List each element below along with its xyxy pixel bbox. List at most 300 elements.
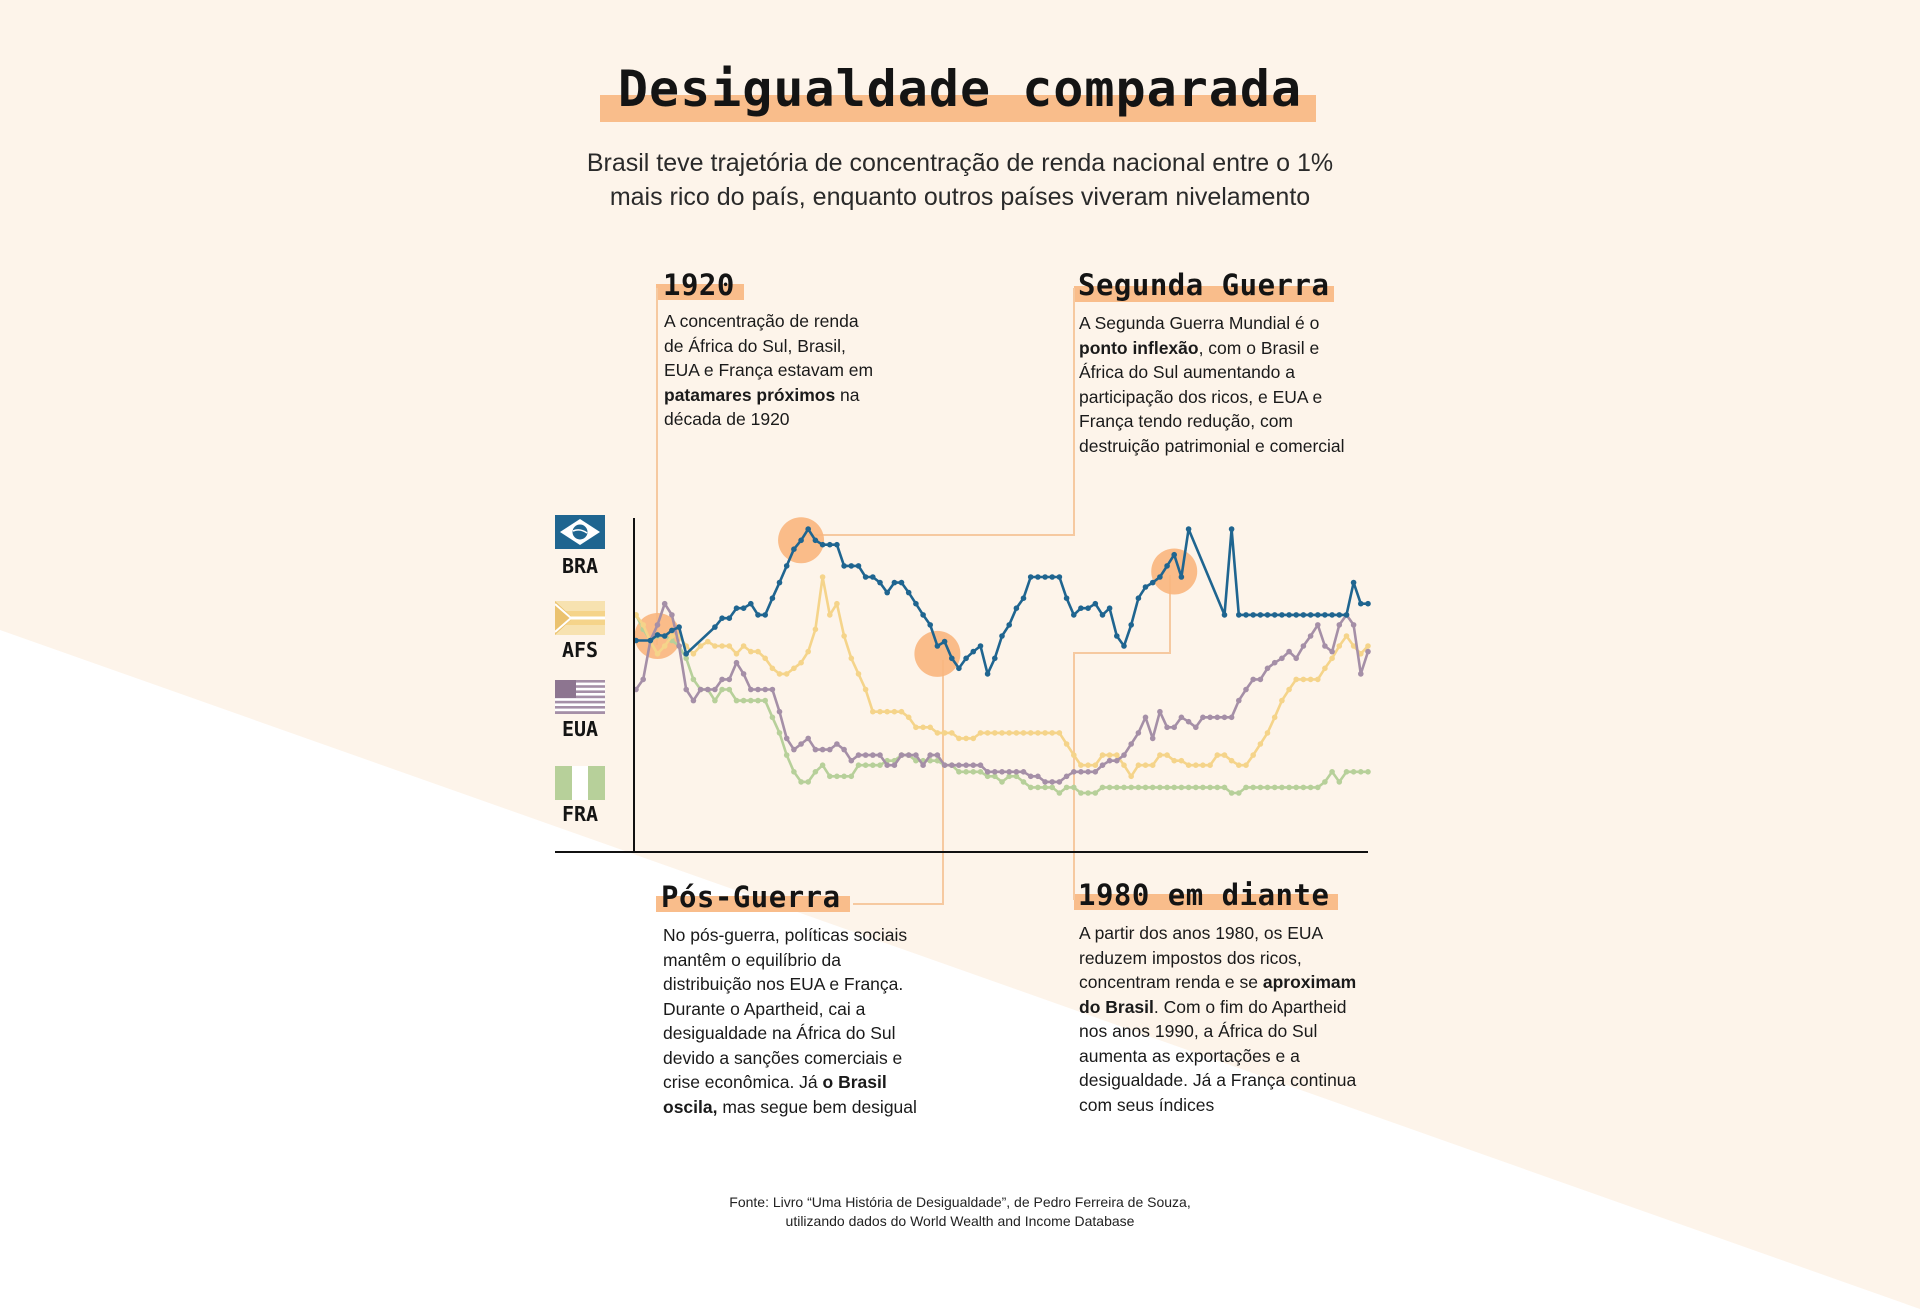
point-bra — [1121, 643, 1127, 649]
point-afs — [1150, 762, 1156, 768]
point-fra — [691, 677, 697, 683]
point-eua — [992, 769, 998, 775]
point-afs — [791, 666, 797, 672]
point-eua — [669, 612, 675, 618]
annotation-pos-line: desigualdade na África do Sul — [663, 1023, 896, 1043]
point-bra — [1157, 574, 1163, 580]
point-afs — [999, 730, 1005, 736]
point-afs — [1193, 762, 1199, 768]
point-bra — [892, 580, 898, 586]
point-fra — [770, 715, 776, 721]
point-afs — [741, 643, 747, 649]
point-fra — [1301, 785, 1307, 791]
annotation-1920-line: EUA e França estavam em — [664, 360, 874, 380]
annotation-1980-line: reduzem impostos dos ricos, — [1079, 947, 1302, 968]
point-eua — [777, 709, 783, 715]
point-fra — [863, 762, 869, 768]
connector-segunda-guerra — [808, 288, 1074, 535]
point-fra — [870, 762, 876, 768]
point-afs — [777, 671, 783, 677]
point-afs — [1006, 730, 1012, 736]
point-fra — [1128, 785, 1134, 791]
point-afs — [1250, 752, 1256, 758]
point-afs — [1114, 752, 1120, 758]
annotation-1920-bold: patamares próximos — [664, 384, 836, 405]
point-bra — [1021, 595, 1027, 601]
point-eua — [1042, 779, 1048, 785]
point-bra — [784, 563, 790, 569]
point-fra — [1315, 785, 1321, 791]
point-bra — [999, 633, 1005, 639]
point-afs — [1021, 730, 1027, 736]
point-eua — [1028, 774, 1034, 780]
point-eua — [755, 687, 761, 693]
annotation-pos-line: No pós-guerra, políticas sociais — [663, 925, 908, 945]
point-fra — [1250, 785, 1256, 791]
point-fra — [1021, 779, 1027, 785]
point-bra — [1279, 612, 1285, 618]
point-bra — [676, 624, 682, 630]
point-afs — [770, 666, 776, 672]
point-fra — [1064, 785, 1070, 791]
point-eua — [1136, 730, 1142, 736]
point-bra — [856, 563, 862, 569]
point-bra — [1272, 612, 1278, 618]
point-bra — [1243, 612, 1249, 618]
point-bra — [1064, 595, 1070, 601]
annotation-guerra-line: África do Sul aumentando a — [1079, 362, 1295, 382]
point-bra — [1014, 605, 1020, 611]
point-bra — [1322, 612, 1328, 618]
point-bra — [805, 526, 811, 532]
point-bra — [1171, 552, 1177, 558]
annotation-guerra-line: A Segunda Guerra Mundial é o — [1079, 313, 1320, 333]
point-eua — [1014, 769, 1020, 775]
point-eua — [1164, 725, 1170, 731]
point-bra — [1365, 601, 1371, 607]
point-bra — [655, 632, 661, 638]
point-eua — [1293, 656, 1299, 662]
point-bra — [956, 666, 962, 672]
point-bra — [727, 615, 733, 621]
point-bra — [1308, 612, 1314, 618]
point-eua — [727, 677, 733, 683]
point-eua — [719, 677, 725, 683]
point-fra — [827, 774, 833, 780]
point-afs — [805, 649, 811, 655]
point-fra — [1057, 790, 1063, 796]
point-bra — [820, 542, 826, 548]
annotation-1920-line: de África do Sul, Brasil, — [664, 335, 846, 356]
point-afs — [1157, 752, 1163, 758]
point-afs — [1200, 762, 1206, 768]
point-fra — [1222, 785, 1228, 791]
annotation-1920-heading: 1920 — [663, 268, 735, 302]
point-afs — [1014, 730, 1020, 736]
point-bra — [1236, 612, 1242, 618]
point-eua — [762, 687, 768, 693]
point-bra — [712, 624, 718, 630]
point-bra — [1057, 574, 1063, 580]
point-fra — [877, 762, 883, 768]
point-afs — [705, 639, 711, 645]
point-afs — [1128, 774, 1134, 780]
point-fra — [1200, 785, 1206, 791]
point-bra — [877, 580, 883, 586]
annotation-guerra-heading: Segunda Guerra — [1078, 268, 1330, 302]
point-bra — [762, 612, 768, 618]
point-fra — [1121, 785, 1127, 791]
point-eua — [1157, 709, 1163, 715]
point-eua — [1143, 715, 1149, 721]
series-line-bra — [636, 529, 1368, 674]
point-eua — [1171, 725, 1177, 731]
point-eua — [784, 736, 790, 742]
point-fra — [1157, 785, 1163, 791]
point-eua — [1229, 715, 1235, 721]
point-eua — [978, 762, 984, 768]
point-fra — [734, 698, 740, 704]
annotation-1980-bold: aproximam — [1262, 972, 1357, 992]
point-fra — [1272, 785, 1278, 791]
point-bra — [1293, 612, 1299, 618]
point-fra — [1042, 785, 1048, 791]
point-fra — [1351, 769, 1357, 775]
point-eua — [1308, 633, 1314, 639]
point-bra — [1078, 605, 1084, 611]
point-eua — [1365, 649, 1371, 655]
point-fra — [1265, 785, 1271, 791]
point-eua — [1107, 758, 1113, 764]
point-afs — [978, 730, 984, 736]
point-eua — [1006, 769, 1012, 775]
point-eua — [770, 687, 776, 693]
point-bra — [1093, 601, 1099, 607]
point-afs — [1265, 730, 1271, 736]
point-afs — [1215, 752, 1221, 758]
point-fra — [834, 774, 840, 780]
point-eua — [805, 736, 811, 742]
point-afs — [1121, 762, 1127, 768]
point-eua — [906, 752, 912, 758]
annotation-1980-heading: 1980 em diante — [1078, 878, 1330, 912]
point-bra — [1337, 612, 1343, 618]
point-eua — [971, 762, 977, 768]
point-eua — [1265, 666, 1271, 672]
point-eua — [942, 762, 948, 768]
annotation-1980-bold: do Brasil — [1079, 996, 1154, 1017]
point-eua — [1337, 622, 1343, 628]
point-eua — [963, 762, 969, 768]
point-eua — [1179, 715, 1185, 721]
series-eua — [633, 601, 1371, 785]
point-fra — [849, 774, 855, 780]
point-eua — [813, 747, 819, 753]
annotation-1920-after-bold: na — [835, 384, 860, 405]
point-afs — [662, 643, 668, 649]
point-afs — [834, 601, 840, 607]
point-eua — [705, 687, 711, 693]
point-eua — [1358, 671, 1364, 677]
point-bra — [719, 615, 725, 621]
point-eua — [920, 762, 926, 768]
point-bra — [1143, 584, 1149, 590]
point-afs — [727, 643, 733, 649]
point-eua — [655, 622, 661, 628]
point-eua — [1121, 752, 1127, 758]
subtitle-line-1: Brasil teve trajetória de concentração de renda nacional entre o 1% — [586, 149, 1334, 177]
point-afs — [992, 730, 998, 736]
point-fra — [1028, 785, 1034, 791]
point-eua — [827, 747, 833, 753]
point-eua — [834, 741, 840, 747]
point-bra — [827, 542, 833, 548]
point-bra — [1229, 526, 1235, 532]
point-bra — [1006, 622, 1012, 628]
point-afs — [985, 730, 991, 736]
point-eua — [949, 762, 955, 768]
point-fra — [1279, 785, 1285, 791]
point-afs — [884, 709, 890, 715]
point-fra — [813, 769, 819, 775]
point-afs — [655, 651, 661, 657]
point-eua — [1236, 698, 1242, 704]
point-eua — [1222, 715, 1228, 721]
point-fra — [755, 698, 761, 704]
annotation-1980-pre: concentram renda e se — [1079, 972, 1263, 992]
point-afs — [691, 651, 697, 657]
point-bra — [906, 590, 912, 596]
point-bra — [978, 643, 984, 649]
point-fra — [1337, 779, 1343, 785]
point-fra — [741, 698, 747, 704]
point-fra — [1049, 785, 1055, 791]
point-fra — [1207, 785, 1213, 791]
point-afs — [669, 633, 675, 639]
connector-pos-guerra — [853, 660, 943, 904]
point-eua — [1243, 687, 1249, 693]
subtitle-line-2: mais rico do país, enquanto outros países viveram nivelamento — [609, 183, 1311, 211]
point-eua — [913, 752, 919, 758]
point-bra — [1186, 526, 1192, 532]
point-afs — [1322, 666, 1328, 672]
point-afs — [963, 736, 969, 742]
point-afs — [755, 649, 761, 655]
legend-label-eua: EUA — [561, 717, 599, 741]
point-bra — [1035, 574, 1041, 580]
annotation-pos-bold: o Brasil — [822, 1072, 887, 1092]
point-afs — [1042, 730, 1048, 736]
point-fra — [978, 769, 984, 775]
point-fra — [820, 762, 826, 768]
point-bra — [899, 580, 905, 586]
point-fra — [1114, 785, 1120, 791]
point-fra — [805, 779, 811, 785]
annotation-pos-heading: Pós-Guerra — [661, 880, 841, 914]
point-bra — [813, 538, 819, 544]
point-bra — [992, 656, 998, 662]
annotation-guerra-after-bold: , com o Brasil e — [1198, 337, 1320, 358]
point-bra — [669, 628, 675, 634]
point-bra — [1136, 595, 1142, 601]
point-afs — [1136, 762, 1142, 768]
annotation-guerra-line: participação dos ricos, e EUA e — [1079, 386, 1323, 407]
point-fra — [1085, 790, 1091, 796]
point-fra — [1322, 779, 1328, 785]
point-afs — [1279, 698, 1285, 704]
point-bra — [1071, 612, 1077, 618]
annotation-1980-line: nos anos 1990, a África do Sul — [1079, 1021, 1318, 1041]
source-note — [600, 1193, 1320, 1231]
point-afs — [920, 725, 926, 731]
point-bra — [1301, 612, 1307, 618]
point-fra — [1308, 785, 1314, 791]
source-line-2: utilizando dados do World Wealth and Income Database — [785, 1213, 1135, 1229]
point-eua — [1049, 779, 1055, 785]
point-afs — [899, 709, 905, 715]
source-line-1: Fonte: Livro “Uma História de Desigualdade”, de Pedro Ferreira de Souza, — [729, 1194, 1191, 1210]
point-afs — [1100, 752, 1106, 758]
point-eua — [1078, 769, 1084, 775]
point-eua — [1100, 762, 1106, 768]
point-eua — [691, 698, 697, 704]
annotation-pos-line: mantêm o equilíbrio da — [663, 949, 842, 970]
legend-label-fra: FRA — [561, 802, 599, 826]
point-fra — [1258, 785, 1264, 791]
point-bra — [1128, 622, 1134, 628]
point-afs — [1179, 758, 1185, 764]
point-bra — [849, 563, 855, 569]
point-bra — [1258, 612, 1264, 618]
point-bra — [1049, 574, 1055, 580]
point-fra — [727, 687, 733, 693]
point-eua — [1215, 715, 1221, 721]
point-afs — [956, 736, 962, 742]
point-eua — [1301, 643, 1307, 649]
point-bra — [841, 563, 847, 569]
highlight-circle-3 — [914, 631, 960, 677]
point-bra — [1164, 563, 1170, 569]
annotation-guerra-line: França tendo redução, com — [1079, 411, 1294, 431]
point-eua — [849, 758, 855, 764]
point-bra — [648, 638, 654, 644]
point-eua — [1272, 660, 1278, 666]
point-eua — [741, 671, 747, 677]
point-fra — [963, 769, 969, 775]
point-afs — [1078, 762, 1084, 768]
point-fra — [1078, 790, 1084, 796]
point-eua — [1315, 622, 1321, 628]
point-bra — [1100, 612, 1106, 618]
annotation-1980-post: . Com o fim do Apartheid — [1153, 996, 1347, 1017]
point-eua — [1193, 725, 1199, 731]
point-fra — [1344, 769, 1350, 775]
point-bra — [942, 639, 948, 645]
point-eua — [884, 762, 890, 768]
point-afs — [1186, 762, 1192, 768]
point-afs — [734, 651, 740, 657]
annotation-pos-line: Durante o Apartheid, cai a — [663, 998, 866, 1019]
point-fra — [1236, 790, 1242, 796]
point-bra — [1085, 605, 1091, 611]
point-afs — [1258, 741, 1264, 747]
point-bra — [927, 622, 933, 628]
annotation-pos-line: devido a sanções comerciais e — [663, 1047, 903, 1068]
point-fra — [1186, 785, 1192, 791]
point-bra — [1286, 612, 1292, 618]
legend-label-bra: BRA — [561, 554, 599, 578]
point-fra — [1293, 785, 1299, 791]
point-bra — [741, 605, 747, 611]
point-eua — [1021, 769, 1027, 775]
annotation-pos-line: distribuição nos EUA e França. — [663, 974, 904, 994]
point-eua — [1186, 719, 1192, 725]
point-afs — [942, 730, 948, 736]
point-eua — [712, 687, 718, 693]
point-afs — [1286, 687, 1292, 693]
point-fra — [1143, 785, 1149, 791]
page-title: Desigualdade comparada — [617, 60, 1303, 118]
point-eua — [1258, 677, 1264, 683]
point-fra — [1107, 785, 1113, 791]
point-afs — [820, 574, 826, 580]
point-eua — [870, 752, 876, 758]
point-eua — [1114, 758, 1120, 764]
point-bra — [1344, 612, 1350, 618]
point-eua — [863, 752, 869, 758]
point-fra — [1100, 785, 1106, 791]
point-fra — [1150, 785, 1156, 791]
point-afs — [762, 656, 768, 662]
point-fra — [1358, 769, 1364, 775]
point-bra — [755, 612, 761, 618]
point-bra — [748, 601, 754, 607]
point-afs — [913, 725, 919, 731]
legend-label-afs: AFS — [561, 638, 599, 662]
point-fra — [1329, 769, 1335, 775]
point-fra — [1193, 785, 1199, 791]
point-eua — [1071, 769, 1077, 775]
point-eua — [798, 741, 804, 747]
point-eua — [820, 747, 826, 753]
point-fra — [748, 698, 754, 704]
point-eua — [1150, 736, 1156, 742]
series-line-eua — [636, 604, 1368, 782]
point-afs — [748, 649, 754, 655]
point-eua — [841, 747, 847, 753]
point-bra — [777, 580, 783, 586]
point-bra — [1351, 580, 1357, 586]
annotation-1980-line: desigualdade. Já a França continua — [1079, 1070, 1357, 1090]
point-afs — [1093, 762, 1099, 768]
point-afs — [863, 687, 869, 693]
point-fra — [856, 762, 862, 768]
point-afs — [1107, 752, 1113, 758]
point-eua — [985, 769, 991, 775]
point-bra — [1315, 612, 1321, 618]
point-afs — [1365, 643, 1371, 649]
point-eua — [734, 660, 740, 666]
point-fra — [841, 774, 847, 780]
point-eua — [956, 762, 962, 768]
annotation-1920-line: A concentração de renda — [664, 311, 859, 331]
point-afs — [1308, 677, 1314, 683]
point-bra — [1265, 612, 1271, 618]
point-fra — [1243, 785, 1249, 791]
point-afs — [1272, 715, 1278, 721]
point-fra — [1093, 790, 1099, 796]
point-bra — [884, 590, 890, 596]
